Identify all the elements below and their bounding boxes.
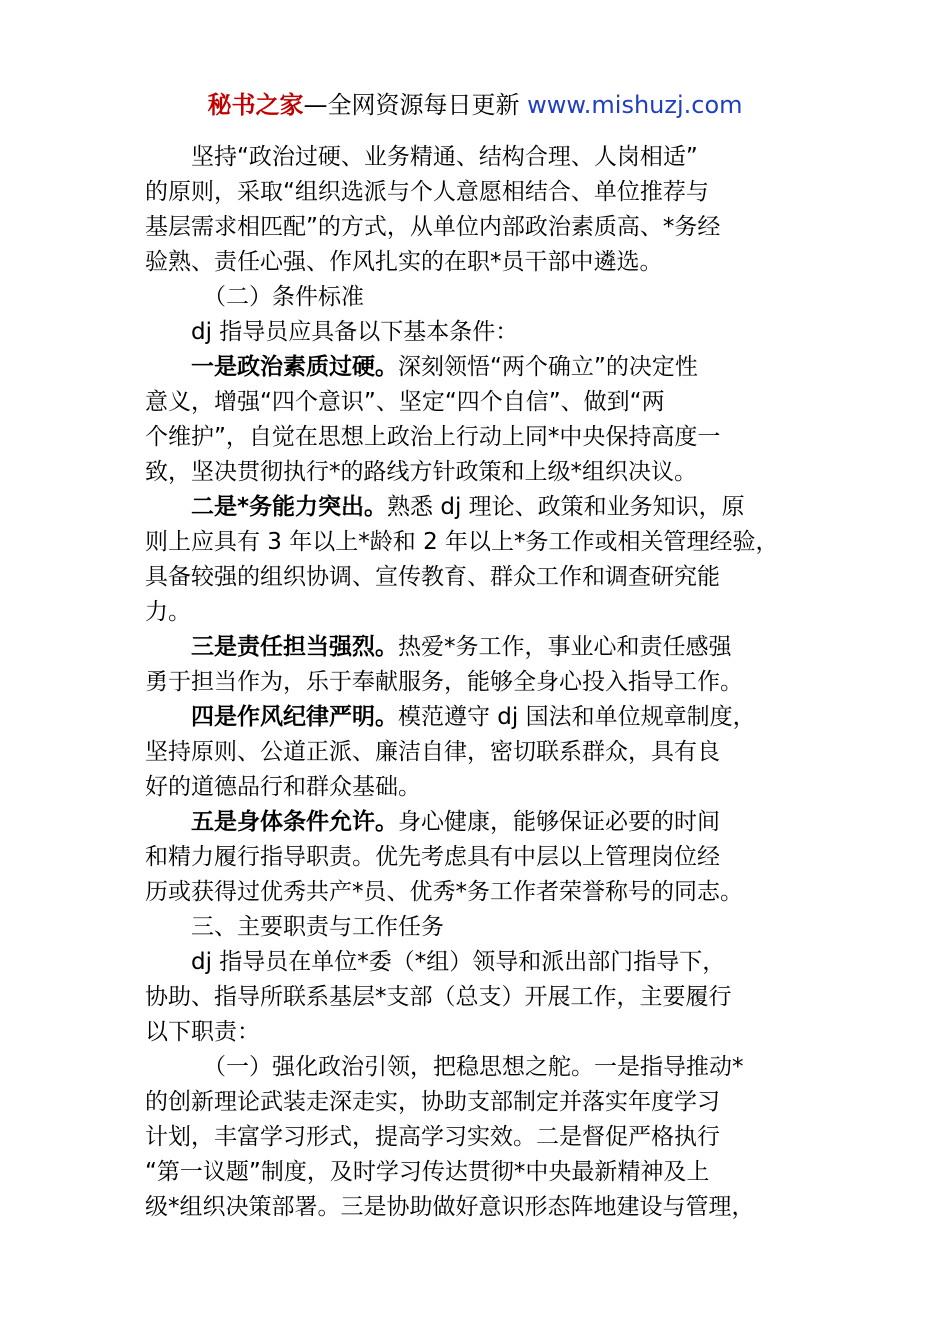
- text-line: [145, 560, 815, 595]
- text-segment: dj 指导员应具备以下基本条件：: [191, 319, 519, 345]
- text-line: [145, 665, 815, 700]
- text-line: [145, 980, 815, 1015]
- text-segment: （二）条件标准: [203, 284, 364, 310]
- text-segment: 的原则，采取“组织选派与个人意愿相结合、单位推荐与: [145, 179, 709, 205]
- text-segment: dj 指导员在单位*委（*组）领导和派出部门指导下，: [191, 949, 726, 975]
- bold-lead-phrase: 四是作风纪律严明。: [191, 704, 398, 730]
- text-segment: 三、主要职责与工作任务: [191, 914, 444, 940]
- text-line: [145, 175, 815, 210]
- header-url[interactable]: www.mishuzj.com: [527, 91, 743, 119]
- text-segment: 坚持原则、公道正派、廉洁自律，密切联系群众，具有良: [145, 739, 720, 765]
- text-line: [145, 525, 815, 560]
- text-segment: 勇于担当作为，乐于奉献服务，能够全身心投入指导工作。: [145, 669, 743, 695]
- text-line: [145, 140, 815, 175]
- text-segment: （一）强化政治引领，把稳思想之舵。一是指导推动*: [203, 1054, 744, 1080]
- text-line: [145, 735, 815, 770]
- text-segment: 好的道德品行和群众基础。: [145, 774, 421, 800]
- text-segment: 以下职责：: [145, 1019, 260, 1045]
- text-segment: 意义，增强“四个意识”、坚定“四个自信”、做到“两: [145, 389, 665, 415]
- text-segment: 热爱*务工作，事业心和责任感强: [398, 634, 732, 660]
- document-body: [145, 140, 815, 1225]
- text-segment: 计划，丰富学习形式，提高学习实效。二是督促严格执行: [145, 1124, 720, 1150]
- text-segment: 协助、指导所联系基层*支部（总支）开展工作，主要履行: [145, 984, 732, 1010]
- text-line: [145, 595, 815, 630]
- text-line: [145, 210, 815, 245]
- text-segment: 坚持“政治过硬、业务精通、结构合理、人岗相适”: [191, 144, 698, 170]
- text-line: [145, 630, 815, 665]
- text-segment: 基层需求相匹配”的方式，从单位内部政治素质高、*务经: [145, 214, 721, 240]
- text-segment: 的创新理论武装走深走实，协助支部制定并落实年度学习: [145, 1089, 720, 1115]
- text-segment: 和精力履行指导职责。优先考虑具有中层以上管理岗位经: [145, 844, 720, 870]
- text-line: [145, 385, 815, 420]
- text-line: [145, 490, 815, 525]
- text-line: [145, 700, 815, 735]
- text-line: [145, 1015, 815, 1050]
- text-line: [145, 280, 815, 315]
- bold-lead-phrase: 五是身体条件允许。: [191, 809, 398, 835]
- text-line: [145, 1120, 815, 1155]
- text-segment: 深刻领悟“两个确立”的决定性: [398, 354, 698, 380]
- text-line: [145, 455, 815, 490]
- text-line: [145, 1050, 815, 1085]
- page-header: [0, 88, 950, 122]
- text-line: [145, 1085, 815, 1120]
- text-line: [145, 420, 815, 455]
- text-line: [145, 350, 815, 385]
- text-line: [145, 1190, 815, 1225]
- text-segment: 模范遵守 dj 国法和单位规章制度，: [398, 704, 756, 730]
- text-segment: 身心健康，能够保证必要的时间: [398, 809, 720, 835]
- text-segment: 具备较强的组织协调、宣传教育、群众工作和调查研究能: [145, 564, 720, 590]
- text-line: [145, 945, 815, 980]
- text-segment: 致，坚决贯彻执行*的路线方针政策和上级*组织决议。: [145, 459, 697, 485]
- bold-lead-phrase: 三是责任担当强烈。: [191, 634, 398, 660]
- text-segment: 个维护”，自觉在思想上政治上行动上同*中央保持高度一: [145, 424, 721, 450]
- header-tagline: —全网资源每日更新: [303, 91, 528, 119]
- text-line: [145, 315, 815, 350]
- text-line: [145, 840, 815, 875]
- text-segment: 熟悉 dj 理论、政策和业务知识，原: [387, 494, 745, 520]
- bold-lead-phrase: 一是政治素质过硬。: [191, 354, 398, 380]
- text-line: [145, 875, 815, 910]
- text-line: [145, 805, 815, 840]
- text-segment: 力。: [145, 599, 191, 625]
- text-segment: “第一议题”制度，及时学习传达贯彻*中央最新精神及上: [145, 1159, 710, 1185]
- text-line: [145, 910, 815, 945]
- text-segment: 则上应具有 3 年以上*龄和 2 年以上*务工作或相关管理经验，: [145, 529, 779, 555]
- bold-lead-phrase: 二是*务能力突出。: [191, 494, 388, 520]
- text-line: [145, 245, 815, 280]
- text-segment: 验熟、责任心强、作风扎实的在职*员干部中遴选。: [145, 249, 663, 275]
- header-brand: 秘书之家: [207, 91, 304, 119]
- text-segment: 级*组织决策部署。三是协助做好意识形态阵地建设与管理，: [145, 1194, 755, 1220]
- text-segment: 历或获得过优秀共产*员、优秀*务工作者荣誉称号的同志。: [145, 879, 743, 905]
- text-line: [145, 1155, 815, 1190]
- text-line: [145, 770, 815, 805]
